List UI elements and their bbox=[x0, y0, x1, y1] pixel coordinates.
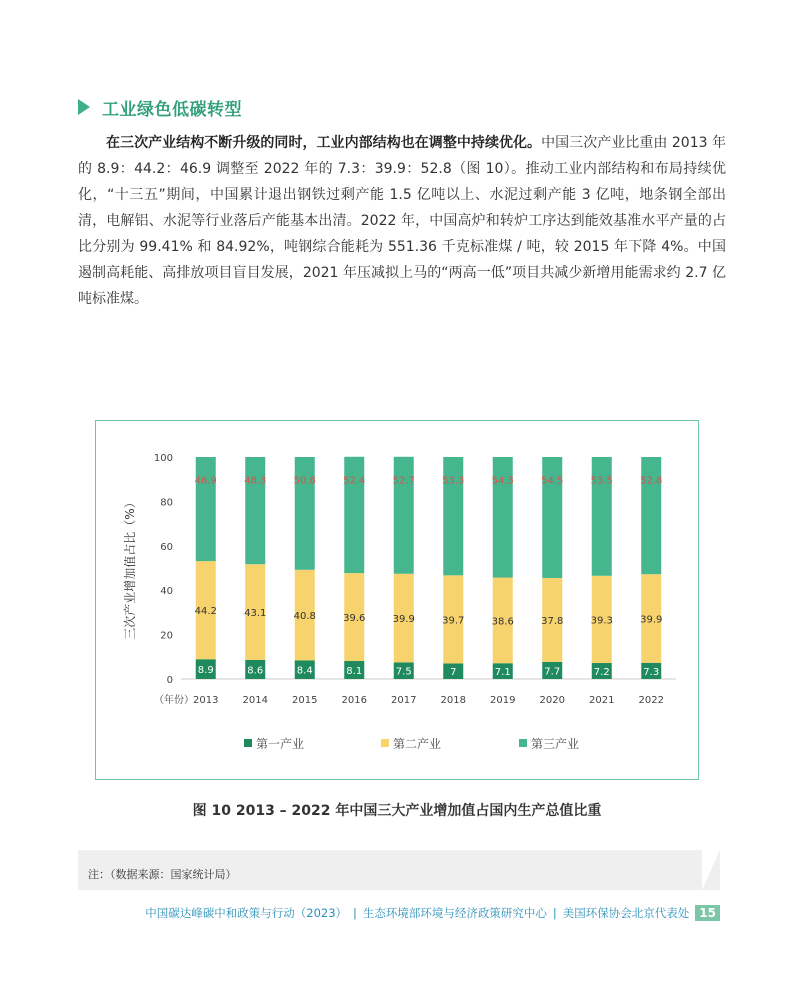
data-label: 39.7 bbox=[442, 615, 465, 627]
data-label: 54.3 bbox=[491, 475, 514, 487]
triangle-bullet-icon bbox=[78, 99, 90, 115]
x-tick-label: 2015 bbox=[292, 695, 318, 706]
data-label: 7.2 bbox=[593, 667, 610, 679]
legend-label: 第三产业 bbox=[531, 737, 580, 751]
y-axis-title: 三次产业增加值占比（%） bbox=[123, 496, 137, 640]
x-tick-label: 2021 bbox=[589, 695, 615, 706]
footer-publication: 中国碳达峰碳中和政策与行动（2023） bbox=[145, 906, 348, 920]
x-tick-label: 2019 bbox=[490, 695, 516, 706]
data-label: 52.8 bbox=[640, 475, 663, 487]
data-label: 38.6 bbox=[491, 616, 514, 628]
footer-separator: | bbox=[353, 906, 357, 920]
x-tick-label: 2016 bbox=[341, 695, 367, 706]
y-tick-label: 100 bbox=[153, 453, 173, 464]
data-label: 7.3 bbox=[643, 666, 660, 678]
legend-swatch bbox=[519, 739, 527, 747]
data-label: 7 bbox=[450, 667, 457, 679]
data-label: 52.4 bbox=[343, 475, 366, 487]
note-box bbox=[78, 850, 720, 890]
data-label: 44.2 bbox=[194, 606, 217, 618]
page-footer bbox=[145, 905, 720, 921]
x-tick-label: 2022 bbox=[638, 695, 664, 706]
note-corner-decoration bbox=[702, 850, 720, 890]
bar-segment bbox=[245, 457, 265, 564]
data-label: 39.9 bbox=[392, 614, 415, 626]
data-label: 8.6 bbox=[247, 665, 264, 677]
footer-org-1: 生态环境部环境与经济政策研究中心 bbox=[362, 906, 547, 920]
data-label: 48.3 bbox=[244, 475, 267, 487]
y-tick-label: 0 bbox=[166, 675, 173, 686]
source-note: 注：（数据来源：国家统计局） bbox=[88, 868, 237, 881]
data-label: 39.6 bbox=[343, 613, 366, 625]
data-label: 7.7 bbox=[544, 666, 561, 678]
data-label: 46.9 bbox=[194, 475, 217, 487]
data-label: 8.9 bbox=[197, 665, 214, 677]
data-label: 43.1 bbox=[244, 608, 267, 620]
footer-org-2: 美国环保协会北京代表处 bbox=[562, 906, 690, 920]
data-label: 52.7 bbox=[392, 475, 415, 487]
data-label: 50.8 bbox=[293, 475, 316, 487]
stacked-bar-chart bbox=[96, 421, 700, 781]
section-heading bbox=[78, 94, 242, 120]
x-tick-label: 2017 bbox=[391, 695, 417, 706]
legend-swatch bbox=[244, 739, 252, 747]
bar-segment bbox=[295, 457, 315, 570]
legend-label: 第一产业 bbox=[256, 737, 305, 751]
footer-separator: | bbox=[552, 906, 557, 920]
y-tick-label: 20 bbox=[160, 630, 173, 642]
body-paragraph bbox=[78, 130, 726, 312]
x-tick-label: 2018 bbox=[440, 695, 466, 706]
x-axis-title: （年份） bbox=[154, 695, 194, 706]
data-label: 7.5 bbox=[395, 666, 412, 678]
bar-segment bbox=[196, 457, 216, 561]
y-tick-label: 60 bbox=[160, 541, 173, 553]
y-tick-label: 40 bbox=[160, 586, 173, 598]
bar-segment bbox=[641, 457, 661, 574]
data-label: 37.8 bbox=[541, 615, 564, 627]
body-text: 中国三次产业比重由 2013 年的 8.9：44.2：46.9 调整至 2022 年的 7.3：39.9：52.8（图 10）。推动工业内部结构和布局持续优化，“十三五”期间，中国累计退出钢铁过剩产能 1.5 亿吨以上、水泥过剩产能 3 亿吨，地条钢全部出清，电解铝、水泥等行业落后产能基本出清。2022 年，中国高炉和转炉工序达到能效基准水平产量的占比分别为 99.41% 和 84.92%，吨钢综合能耗为 551.36 千克标准煤 / 吨，较 2015 年下降 4%。中国遏制高耗能、高排放项目盲目发展，2021 年压减拟上马的“两高一低”项目共减少新增用能需求约 2.7 亿吨标准煤。 bbox=[78, 135, 727, 307]
page-number: 15 bbox=[695, 905, 720, 921]
data-label: 39.9 bbox=[640, 614, 663, 626]
chart-frame bbox=[95, 420, 699, 780]
x-tick-label: 2013 bbox=[193, 695, 219, 706]
data-label: 39.3 bbox=[590, 615, 613, 627]
lead-sentence: 在三次产业结构不断升级的同时，工业内部结构也在调整中持续优化。 bbox=[106, 135, 542, 151]
data-label: 53.3 bbox=[442, 475, 465, 487]
x-tick-label: 2020 bbox=[539, 695, 565, 706]
data-label: 40.8 bbox=[293, 611, 316, 623]
data-label: 8.4 bbox=[296, 665, 313, 677]
data-label: 53.5 bbox=[590, 475, 613, 487]
x-tick-label: 2014 bbox=[242, 695, 268, 706]
figure-caption: 图 10 2013 – 2022 年中国三大产业增加值占国内生产总值比重 bbox=[192, 803, 602, 819]
legend-label: 第二产业 bbox=[393, 737, 442, 751]
legend-swatch bbox=[381, 739, 389, 747]
section-title: 工业绿色低碳转型 bbox=[102, 99, 242, 120]
y-tick-label: 80 bbox=[160, 497, 173, 509]
data-label: 8.1 bbox=[346, 666, 363, 678]
bar-segment bbox=[344, 457, 364, 573]
data-label: 54.5 bbox=[541, 475, 564, 487]
data-label: 7.1 bbox=[494, 667, 511, 679]
bar-segment bbox=[394, 457, 414, 574]
